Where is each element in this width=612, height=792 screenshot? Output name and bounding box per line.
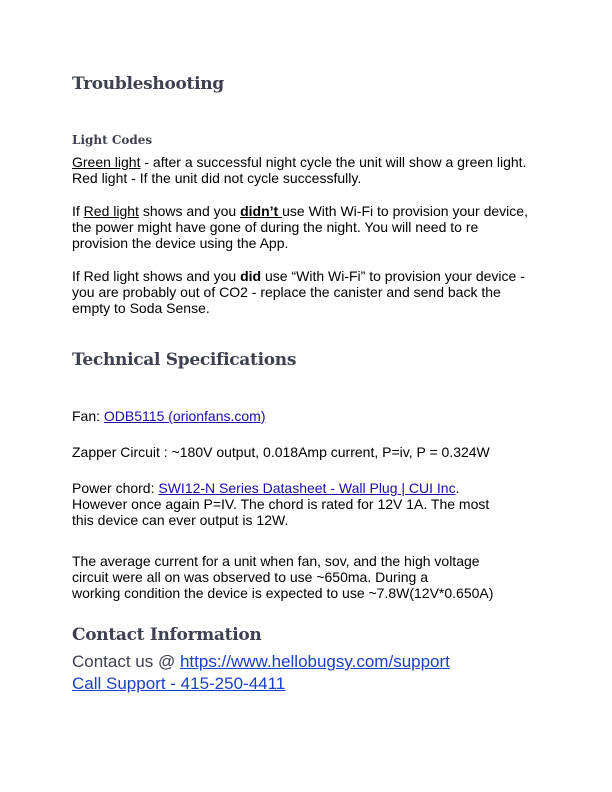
red-light-label: Red light bbox=[83, 203, 139, 219]
support-url-link[interactable]: https://www.hellobugsy.com/support bbox=[179, 652, 450, 671]
avg-line1: The average current for a unit when fan, sov, and the high voltage bbox=[72, 553, 480, 569]
average-current-paragraph bbox=[72, 553, 542, 601]
technical-specifications-heading: Technical Specifications bbox=[72, 350, 297, 370]
p3-line1b: use “With Wi-Fi” to provision your device - bbox=[261, 268, 525, 284]
p2-line3: provision the device using the App. bbox=[72, 235, 289, 251]
call-support-link[interactable]: Call Support - 415-250-4411 bbox=[72, 674, 286, 693]
p2-rest: use With Wi-Fi to provision your device, bbox=[282, 203, 528, 219]
fan-link[interactable]: ODB5115 (orionfans.com) bbox=[103, 408, 266, 424]
red-light-text: Red light - If the unit did not cycle successfully. bbox=[72, 170, 362, 186]
contact-prefix: Contact us @ bbox=[72, 652, 180, 671]
light-codes-heading: Light Codes bbox=[72, 133, 153, 147]
p2-if: If bbox=[72, 203, 84, 219]
no-wifi-paragraph bbox=[72, 203, 542, 251]
contact-line bbox=[72, 651, 450, 673]
fan-line bbox=[72, 408, 542, 424]
zapper-line bbox=[72, 444, 542, 460]
p3-line2: you are probably out of CO2 - replace the canister and send back the bbox=[72, 284, 501, 300]
p3-line1a: If Red light shows and you bbox=[72, 268, 241, 284]
power-dot: . bbox=[455, 480, 460, 496]
power-chord-link[interactable]: SWI12-N Series Datasheet - Wall Plug | CUI Inc bbox=[158, 480, 456, 496]
didnt-emphasis: didn’t bbox=[240, 203, 283, 219]
p3-line3: empty to Soda Sense. bbox=[72, 300, 210, 316]
fan-label: Fan: bbox=[72, 408, 104, 424]
call-support-line bbox=[72, 673, 285, 695]
light-codes-paragraph bbox=[72, 154, 542, 186]
power-line2: However once again P=IV. The chord is rated for 12V 1A. The most bbox=[72, 496, 490, 512]
green-light-text: - after a successful night cycle the unit will show a green light. bbox=[140, 154, 527, 170]
p2-mid: shows and you bbox=[138, 203, 241, 219]
with-wifi-paragraph bbox=[72, 268, 542, 316]
power-line3: this device can ever output is 12W. bbox=[72, 512, 289, 528]
p2-line2: the power might have gone of during the night. You will need to re bbox=[72, 219, 479, 235]
did-emphasis: did bbox=[240, 268, 262, 284]
power-chord-paragraph bbox=[72, 480, 542, 528]
avg-line2: circuit were all on was observed to use ~650ma. During a bbox=[72, 569, 429, 585]
contact-information-heading: Contact Information bbox=[72, 625, 262, 645]
green-light-label: Green light bbox=[72, 154, 141, 170]
troubleshooting-heading: Troubleshooting bbox=[72, 74, 224, 94]
zapper-text: Zapper Circuit : ~180V output, 0.018Amp current, P=iv, P = 0.324W bbox=[72, 444, 490, 460]
avg-line3: working condition the device is expected to use ~7.8W(12V*0.650A) bbox=[72, 585, 494, 601]
power-label: Power chord: bbox=[72, 480, 159, 496]
